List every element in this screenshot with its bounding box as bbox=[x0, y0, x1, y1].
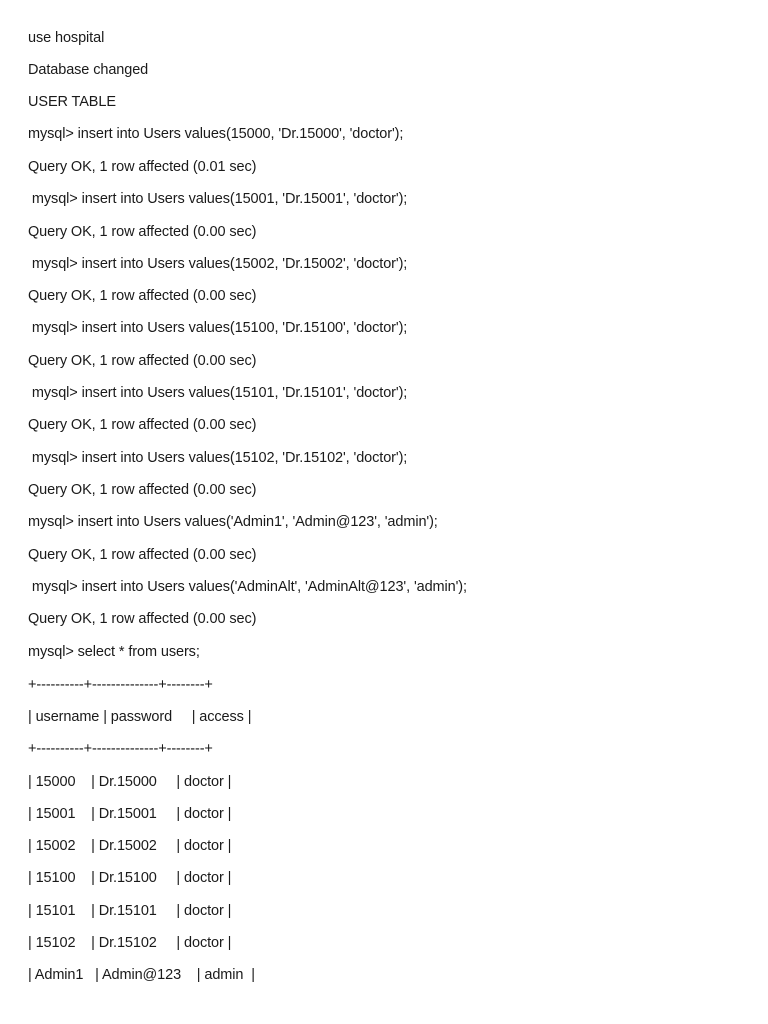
doc-line: mysql> insert into Users values(15001, 'Dr.15001', 'doctor'); bbox=[28, 191, 408, 207]
doc-line: | 15102 | Dr.15102 | doctor | bbox=[28, 935, 232, 951]
doc-line: mysql> insert into Users values(15000, 'Dr.15000', 'doctor'); bbox=[28, 126, 404, 142]
doc-line: mysql> insert into Users values(15100, 'Dr.15100', 'doctor'); bbox=[28, 320, 408, 336]
doc-line: | 15101 | Dr.15101 | doctor | bbox=[28, 903, 232, 919]
doc-line: mysql> insert into Users values(15002, 'Dr.15002', 'doctor'); bbox=[28, 256, 408, 272]
doc-line: | 15000 | Dr.15000 | doctor | bbox=[28, 774, 232, 790]
doc-line: | Admin1 | Admin@123 | admin | bbox=[28, 967, 255, 983]
doc-line: Query OK, 1 row affected (0.00 sec) bbox=[28, 224, 257, 240]
doc-line: mysql> select * from users; bbox=[28, 644, 200, 660]
doc-line: Database changed bbox=[28, 62, 149, 78]
doc-line: mysql> insert into Users values(15101, 'Dr.15101', 'doctor'); bbox=[28, 385, 408, 401]
doc-line: | username | password | access | bbox=[28, 709, 252, 725]
doc-line: | 15001 | Dr.15001 | doctor | bbox=[28, 806, 232, 822]
doc-line: Query OK, 1 row affected (0.00 sec) bbox=[28, 417, 257, 433]
doc-line: Query OK, 1 row affected (0.00 sec) bbox=[28, 288, 257, 304]
doc-line: Query OK, 1 row affected (0.00 sec) bbox=[28, 611, 257, 627]
doc-line: use hospital bbox=[28, 30, 105, 46]
doc-line: Query OK, 1 row affected (0.00 sec) bbox=[28, 353, 257, 369]
doc-line: Query OK, 1 row affected (0.00 sec) bbox=[28, 482, 257, 498]
doc-line: mysql> insert into Users values('Admin1', 'Admin@123', 'admin'); bbox=[28, 514, 438, 530]
doc-line: Query OK, 1 row affected (0.01 sec) bbox=[28, 159, 257, 175]
doc-line: mysql> insert into Users values('AdminAlt', 'AdminAlt@123', 'admin'); bbox=[28, 579, 467, 595]
doc-line: +----------+--------------+--------+ bbox=[28, 741, 213, 757]
doc-line: mysql> insert into Users values(15102, 'Dr.15102', 'doctor'); bbox=[28, 450, 408, 466]
doc-line: +----------+--------------+--------+ bbox=[28, 677, 213, 693]
doc-line: | 15002 | Dr.15002 | doctor | bbox=[28, 838, 232, 854]
doc-line: | 15100 | Dr.15100 | doctor | bbox=[28, 870, 232, 886]
doc-line: Query OK, 1 row affected (0.00 sec) bbox=[28, 547, 257, 563]
doc-line: USER TABLE bbox=[28, 94, 116, 110]
